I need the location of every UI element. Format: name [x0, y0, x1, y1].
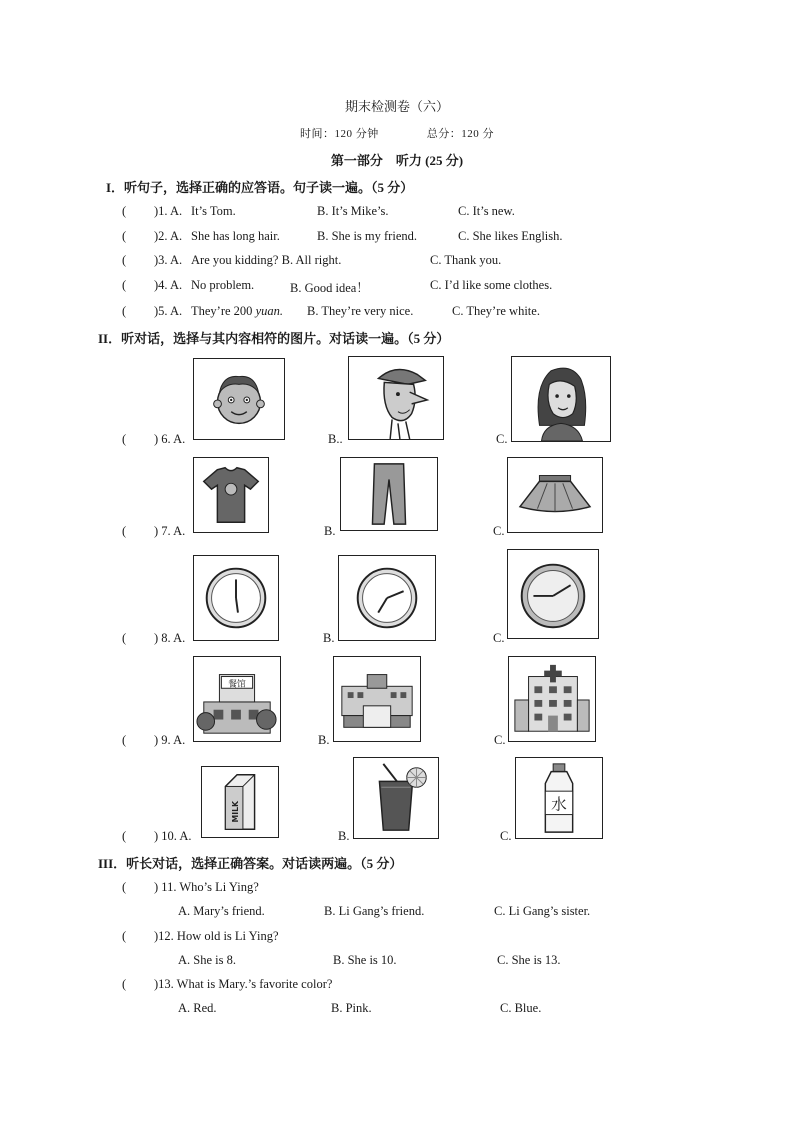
q6-image-b — [348, 356, 444, 440]
q6-label-c: C. — [496, 432, 508, 446]
q13-option-a: A. Red. — [178, 1001, 217, 1015]
section3-heading: III．听长对话，选择正确答案。对话读两遍。（5 分） — [98, 856, 403, 871]
q3-option-c: C. Thank you. — [430, 253, 502, 267]
q12-option-a: A. She is 8. — [178, 953, 236, 967]
q7-label-b: B. — [324, 524, 336, 538]
question-10: ( ) 10. A. — [122, 829, 192, 843]
q10-label-b: B. — [338, 829, 350, 843]
question-7: ( ) 7. A. — [122, 524, 186, 538]
question-4: ( )4. A. — [122, 278, 183, 292]
question-8: ( ) 8. A. — [122, 631, 186, 645]
q8-image-a — [193, 555, 279, 641]
q4-option-b: B. Good idea！ — [290, 281, 369, 295]
q10-image-a — [201, 766, 279, 838]
page-title: 期末检测卷（六） — [344, 99, 449, 114]
water-bottle-icon — [516, 758, 602, 838]
q9-image-b — [333, 656, 421, 742]
q12-option-b: B. She is 10. — [333, 953, 397, 967]
clock-icon — [339, 556, 435, 640]
q5-option-b: B. They’re very nice. — [307, 304, 414, 318]
hospital-building-icon — [509, 657, 595, 741]
q13-option-c: C. Blue. — [500, 1001, 542, 1015]
question-3: ( )3. A. — [122, 253, 183, 267]
q8-image-c — [507, 549, 599, 639]
q1-option-a: It’s Tom. — [191, 204, 236, 218]
question-9: ( ) 9. A. — [122, 733, 186, 747]
milk-label: MILK — [231, 800, 241, 823]
q4-option-c: C. I’d like some clothes. — [430, 278, 553, 292]
q8-label-c: C. — [493, 631, 505, 645]
question-13: ( )13. What is Mary.’s favorite color? — [122, 977, 333, 991]
q2-option-b: B. She is my friend. — [317, 229, 417, 243]
exam-meta — [0, 125, 794, 141]
q13-option-b: B. Pink. — [331, 1001, 372, 1015]
section2-heading: II．听对话，选择与其内容相符的图片。对话读一遍。（5 分） — [98, 331, 450, 346]
tshirt-icon — [194, 458, 268, 532]
water-label: 水 — [551, 795, 567, 814]
q10-label-c: C. — [500, 829, 512, 843]
skirt-icon — [508, 458, 602, 532]
q6-label-b: B.. — [328, 432, 343, 446]
part-heading: 第一部分 听力 (25 分) — [330, 153, 464, 168]
q11-option-b: B. Li Gang’s friend. — [324, 904, 425, 918]
q4-option-a: No problem. — [191, 278, 255, 292]
section1-heading: I．听句子，选择正确的应答语。句子读一遍。（5 分） — [106, 180, 414, 195]
man-with-cap-icon — [349, 357, 443, 439]
q5-option-a: They’re 200 yuan. — [191, 304, 283, 318]
q11-option-a: A. Mary’s friend. — [178, 904, 265, 918]
q7-image-a — [193, 457, 269, 533]
q7-label-c: C. — [493, 524, 505, 538]
q1-option-b: B. It’s Mike’s. — [317, 204, 389, 218]
q12-option-c: C. She is 13. — [497, 953, 561, 967]
q5-option-c: C. They’re white. — [452, 304, 540, 318]
juice-glass-icon — [354, 758, 438, 838]
q6-image-c — [511, 356, 611, 442]
restaurant-building-icon — [194, 657, 280, 741]
q7-image-b — [340, 457, 438, 531]
trousers-icon — [341, 458, 437, 530]
clock-icon — [194, 556, 278, 640]
q11-option-c: C. Li Gang’s sister. — [494, 904, 591, 918]
q8-label-b: B. — [323, 631, 335, 645]
q3-option-a-b: Are you kidding? B. All right. — [191, 253, 342, 267]
question-11: ( ) 11. Who’s Li Ying? — [122, 880, 259, 894]
boy-face-icon — [194, 359, 284, 439]
question-1: ( )1. A. — [122, 204, 183, 218]
q6-image-a — [193, 358, 285, 440]
question-5: ( )5. A. — [122, 304, 183, 318]
q9-label-c: C. — [494, 733, 506, 747]
q2-option-a: She has long hair. — [191, 229, 280, 243]
q2-option-c: C. She likes English. — [458, 229, 563, 243]
q9-label-b: B. — [318, 733, 330, 747]
exam-score: 总分：120 分 — [426, 128, 494, 140]
restaurant-sign: 餐馆 — [228, 679, 246, 690]
exam-time: 时间：120 分钟 — [300, 128, 379, 140]
q9-image-a — [193, 656, 281, 742]
question-2: ( )2. A. — [122, 229, 183, 243]
q9-image-c — [508, 656, 596, 742]
school-gate-icon — [334, 657, 420, 741]
question-12: ( )12. How old is Li Ying? — [122, 929, 279, 943]
q10-image-b — [353, 757, 439, 839]
q8-image-b — [338, 555, 436, 641]
girl-face-icon — [512, 357, 610, 441]
q7-image-c — [507, 457, 603, 533]
q10-image-c — [515, 757, 603, 839]
q1-option-c: C. It’s new. — [458, 204, 515, 218]
question-6: ( ) 6. A. — [122, 432, 186, 446]
clock-icon — [508, 550, 598, 638]
milk-carton-icon — [202, 767, 278, 837]
